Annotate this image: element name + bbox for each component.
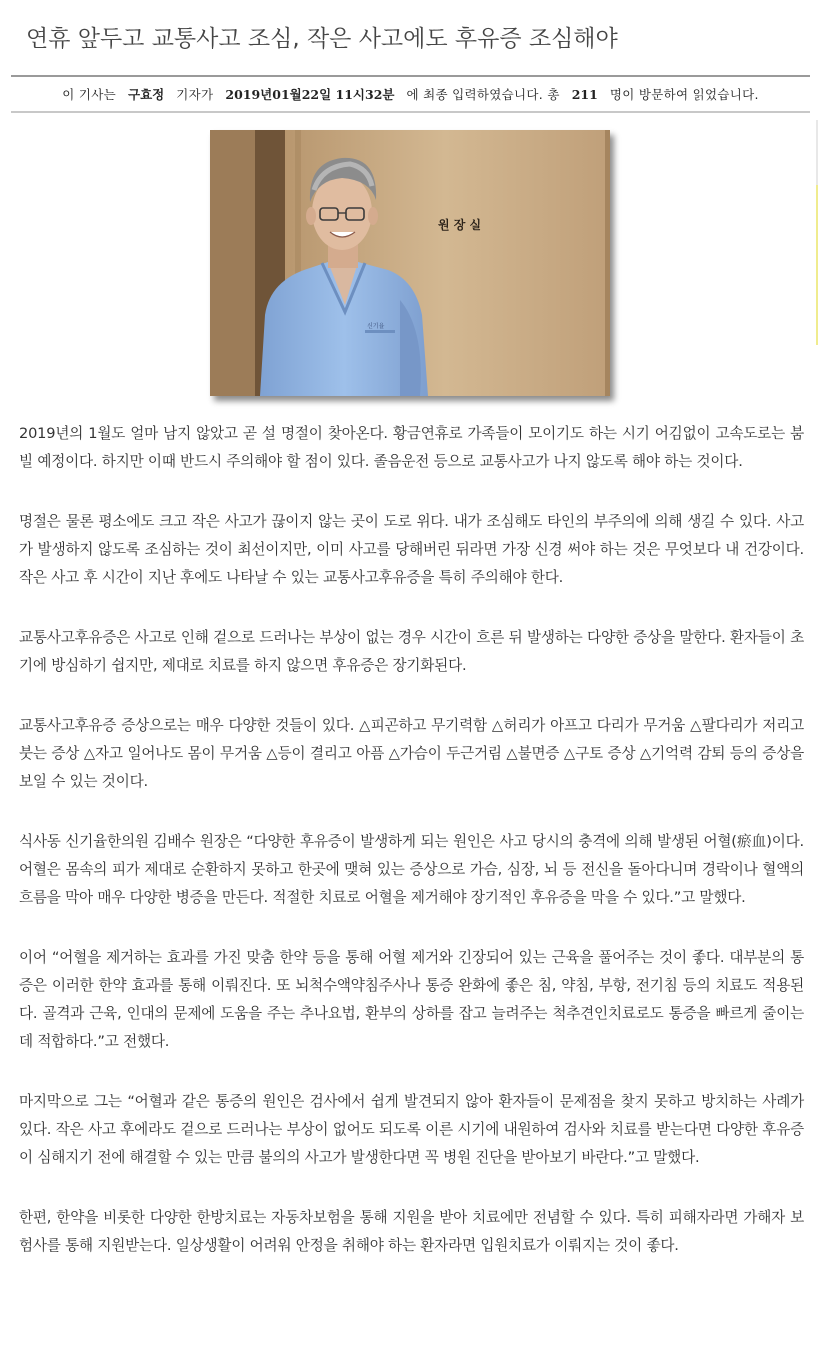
page-edge-accent [816, 185, 818, 345]
doctor-photo [210, 130, 610, 396]
reporter-name: 구효정 [128, 87, 165, 102]
paragraph: 교통사고후유증 증상으로는 매우 다양한 것들이 있다. △피곤하고 무기력함 △허리가 아프고 다리가 무거움 △팔다리가 저리고 붓는 증상 △자고 일어나도 몸이 무거움 △등이 결리고 아픔 △가슴이 두근거림 △불면증 △구토 증상 △기억력 감퇴 등의 증상을 보일 수 있는 것이다. [19, 717, 804, 790]
svg-text:신기율: 신기율 [367, 323, 385, 330]
article-body [19, 420, 804, 1292]
publish-datetime: 2019년01월22일 11시32분 [225, 87, 395, 102]
datetime-suffix: 에 최종 입력하였습니다. 총 [406, 87, 560, 102]
article-info-bar [11, 75, 810, 113]
paragraph: 식사동 신기율한의원 김배수 원장은 “다양한 후유증이 발생하게 되는 원인은 사고 당시의 충격에 의해 발생된 어혈(瘀血)이다. 어혈은 몸속의 피가 제대로 순환하지 못하고 한곳에 맺혀 있는 증상으로 가슴, 심장, 뇌 등 전신을 돌아다니며 경락이나 혈액의 흐름을 막아 매우 다양한 병증을 만든다. 적절한 치료로 어혈을 제거해야 장기적인 후유증을 막을 수 있다.”고 말했다. [19, 833, 804, 906]
paragraph: 이어 “어혈을 제거하는 효과를 가진 맞춤 한약 등을 통해 어혈 제거와 긴장되어 있는 근육을 풀어주는 것이 좋다. 대부분의 통증은 이러한 한약 효과를 통해 이뤄진다. 또 뇌척수액약침주사나 통증 완화에 좋은 침, 약침, 부항, 전기침 등의 치료도 적용된다. 골격과 근육, 인대의 문제에 도움을 주는 추나요법, 환부의 상하를 잡고 늘려주는 척추견인치료로도 통증을 빠르게 줄이는데 적합하다.”고 전했다. [19, 949, 804, 1050]
paragraph: 2019년의 1월도 얼마 남지 않았고 곧 설 명절이 찾아온다. 황금연휴로 가족들이 모이기도 하는 시기 어김없이 고속도로는 붐빌 예정이다. 하지만 이때 반드시 주의해야 할 점이 있다. 졸음운전 등으로 교통사고가 나지 않도록 해야 하는 것이다. [19, 425, 804, 470]
door-sign: 원 장 실 [438, 218, 482, 232]
visit-count: 211 [571, 86, 598, 102]
visits-suffix: 명이 방문하여 읽었습니다. [609, 87, 759, 102]
paragraph: 명절은 물론 평소에도 크고 작은 사고가 끊이지 않는 곳이 도로 위다. 내가 조심해도 타인의 부주의에 의해 생길 수 있다. 사고가 발생하지 않도록 조심하는 것이 최선이지만, 이미 사고를 당해버린 뒤라면 가장 신경 써야 하는 것은 무엇보다 내 건강이다. 작은 사고 후 시간이 지난 후에도 나타날 수 있는 교통사고후유증을 특히 주의해야 한다. [19, 513, 804, 586]
reporter-suffix: 기자가 [176, 87, 214, 102]
paragraph: 한편, 한약을 비롯한 다양한 한방치료는 자동차보험을 통해 지원을 받아 치료에만 전념할 수 있다. 특히 피해자라면 가해자 보험사를 통해 지원받는다. 일상생활이 어려워 안정을 취해야 하는 환자라면 입원치료가 이뤄지는 것이 좋다. [19, 1209, 804, 1254]
article-title: 연휴 앞두고 교통사고 조심, 작은 사고에도 후유증 조심해야 [26, 26, 618, 52]
doctor-photo-illustration [210, 130, 610, 396]
paragraph: 마지막으로 그는 “어혈과 같은 통증의 원인은 검사에서 쉽게 발견되지 않아 환자들이 문제점을 찾지 못하고 방치하는 사례가 있다. 작은 사고 후에라도 겉으로 드러나는 부상이 없어도 되도록 이른 시기에 내원하여 검사와 치료를 받는다면 다양한 후유증이 심해지기 전에 해결할 수 있는 만큼 불의의 사고가 발생한다면 꼭 병원 진단을 받아보기 바란다.”고 말했다. [19, 1093, 804, 1166]
paragraph: 교통사고후유증은 사고로 인해 겉으로 드러나는 부상이 없는 경우 시간이 흐른 뒤 발생하는 다양한 증상을 말한다. 환자들이 초기에 방심하기 쉽지만, 제대로 치료를 하지 않으면 후유증은 장기화된다. [19, 629, 804, 674]
info-prefix: 이 기사는 [62, 87, 116, 102]
